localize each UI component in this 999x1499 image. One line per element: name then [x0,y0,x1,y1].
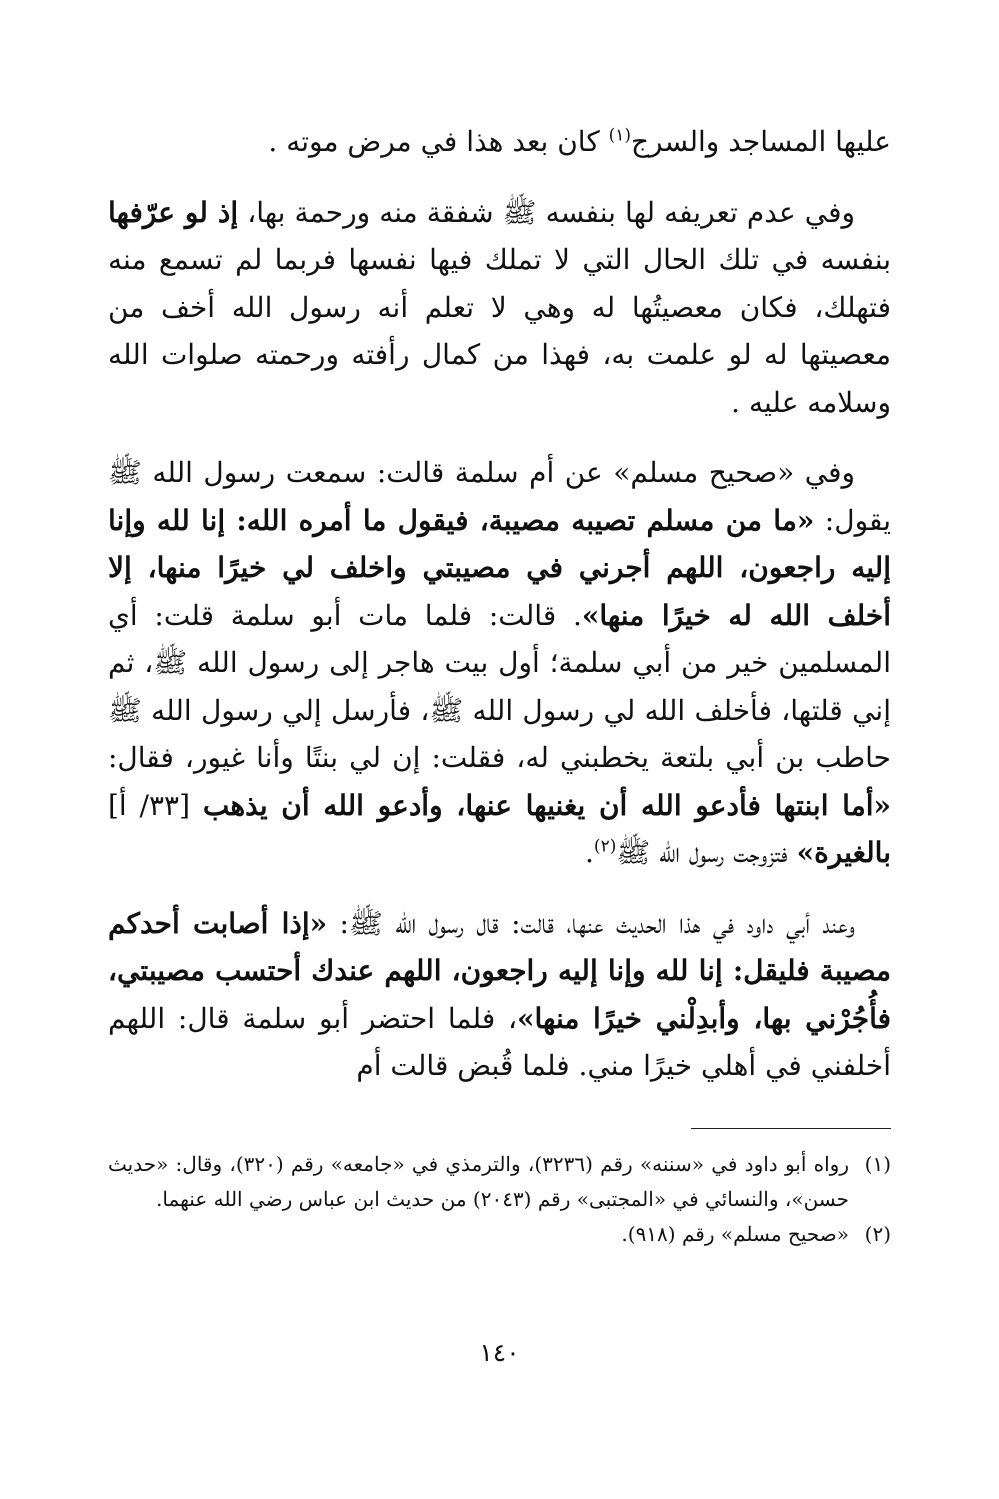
footnotes [108,1147,891,1252]
text-segment: . قالت: فلما مات أبو سلمة قلت: أي المسلمين خير من أبي سلمة؛ أول بيت هاجر إلى رسول الله ﷺ، ثم إني قلتها، فأخلف الله لي رسول الله ﷺ، فأرسل إلي رسول الله ﷺ حاطب بن أبي بلتعة يخطبني له، فقلت: إن لي بنتًا وأنا غيور، فقال: [108,598,891,774]
text-segment: كان بعد هذا في مرض موته . [268,125,609,158]
paragraph [108,900,891,1090]
hadith-text: «ما من مسلم تصيبه مصيبة، فيقول ما أمره الله: إنا لله وإنا إليه راجعون، اللهم أجرني في مصيبتي واخلف لي خيرًا منها، إلا أخلف الله له خيرًا منها» [108,503,891,632]
footnote-number: (١) [864,1152,891,1176]
text-segment: فتزوجت رسول الله ﷺ [616,836,797,869]
text-segment: وفي «صحيح مسلم» عن أم سلمة قالت: سمعت رسول الله ﷺ يقول: [108,456,891,537]
footnote [108,1217,891,1252]
footnote-separator [691,1128,891,1129]
footnote [108,1147,891,1217]
text-segment: . [585,836,594,869]
hadith-text: إذ لو عرّفها [108,195,239,229]
text-segment: ، فلما احتضر أبو سلمة قال: اللهم أخلفني في أهلي خيرًا مني. فلما قُبض قالت أم [108,1001,891,1082]
footnote-number: (٢) [864,1222,891,1246]
text-segment: عليها المساجد والسرج [630,125,891,158]
text-segment: [٣٣/ أ] [108,788,203,822]
page-number: ١٤٠ [479,1338,520,1367]
footnote-reference: (١) [608,125,631,146]
hadith-text: «أما ابنتها فأدعو الله أن يغنيها عنها، وأدعو الله أن يذهب [202,788,891,822]
hadith-text: بالغيرة» [796,836,891,869]
footnote-reference: (٢) [593,836,617,857]
text-segment: بنفسه في تلك الحال التي لا تملك فيها نفسها فربما لم تسمع منه فتهلك، فكان معصيتُها له وهي لا تعلم أنه رسول الله أخف من معصيتها له لو علمت به، فهذا من كمال رأفته ورحمته صلوات الله وسلامه عليه . [108,243,891,419]
paragraph [108,189,891,427]
footnote-text: رواه أبو داود في «سننه» رقم (٣٢٣٦)، والترمذي في «جامعه» رقم (٣٢٠)، وقال: «حديث حسن»، والنسائي في «المجتبى» رقم (٢٠٤٣) من حديث ابن عباس رضي الله عنهما. [108,1152,849,1211]
footnote-text: «صحيح مسلم» رقم (٩١٨). [621,1222,849,1246]
text-segment: وفي عدم تعريفه لها بنفسه ﷺ شفقة منه ورحمة بها، [238,195,855,229]
hadith-text: «إذا أصابت أحدكم مصيبة فليقل: إنا لله وإنا إليه راجعون، اللهم عندك أحتسب مصيبتي، فأُجُرْني بها، وأبدِلْني خيرًا منها» [108,906,891,1035]
text-segment: وعند أبي داود في هذا الحديث عنها، قالت: قال رسول الله ﷺ: [327,906,855,940]
paragraph [108,449,891,877]
main-text [108,118,891,1090]
paragraph [108,118,891,166]
